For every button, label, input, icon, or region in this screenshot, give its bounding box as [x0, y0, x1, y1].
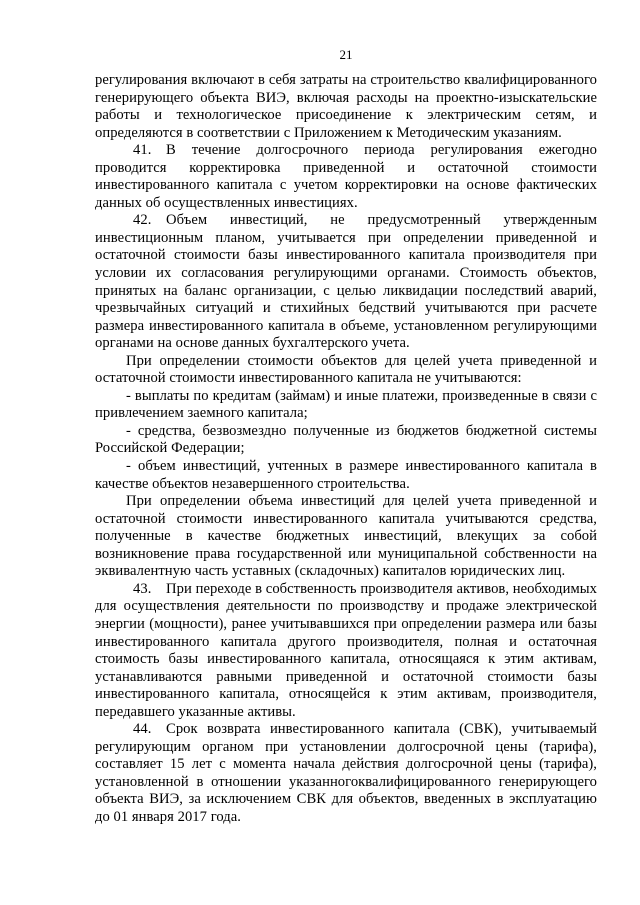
document-page	[95, 0, 597, 905]
page-number: 21	[339, 47, 353, 62]
paragraph-budget-investments: При определении объема инвестиций для целей учета приведенной и остаточной стоимости инвестированного капитала учитываются средства, полученные в качестве бюджетных инвестиций, влекущих за собой возникновение права государственной или муниципальной собственности на эквивалентную часть уставных (складочных) капиталов юридических лиц.	[95, 493, 597, 580]
paragraph-continuation: регулирования включают в себя затраты на строительство квалифицированного генерирующего объекта ВИЭ, включая расходы на проектно-изыскательские работы и технологическое присоединение к электрическим сетям, и определяются в соответствии с Приложением к Методическим указаниям.	[95, 72, 597, 141]
document-body	[95, 72, 597, 827]
paragraph-44: 44. Срок возврата инвестированного капитала (СВК), учитываемый регулирующим органом при установлении долгосрочной цены (тарифа), составляет 15 лет с момента начала действия долгосрочной цены (тарифа), установленной в отношении указанногоквалифицированного генерирующего объекта ВИЭ, за исключением СВК для объектов, введенных в эксплуатацию до 01 января 2017 года.	[95, 721, 597, 825]
paragraph-exclusions-intro: При определении стоимости объектов для целей учета приведенной и остаточной стоимости инвестированного капитала не учитываются:	[95, 352, 597, 387]
list-item-loan-payments: - выплаты по кредитам (займам) и иные платежи, произведенные в связи с привлечением заемного капитала;	[95, 387, 597, 422]
paragraph-43: 43. При переходе в собственность производителя активов, необходимых для осуществления деятельности по производству и продаже электрической энергии (мощности), ранее учитывавшихся при определении размера или базы инвестированного капитала другого производителя, полная и остаточная стоимость базы инвестированного капитала, относящаяся к этим активам, устанавливаются равными приведенной и остаточной стоимости базы инвестированного капитала, относящейся к этим активам, производителя, передавшего указанные активы.	[95, 580, 597, 720]
list-item-unfinished-construction: - объем инвестиций, учтенных в размере инвестированного капитала в качестве объектов незавершенного строительства.	[95, 458, 597, 492]
paragraph-42: 42. Объем инвестиций, не предусмотренный утвержденным инвестиционным планом, учитывается при определении приведенной и остаточной стоимости базы инвестированного капитала производителя при условии их согласования регулирующими органами. Стоимость объектов, принятых на баланс организации, с целью ликвидации последствий аварий, чрезвычайных ситуаций и стихийных бедствий учитываются при расчете размера инвестированного капитала в объеме, установленном регулирующими органами на основе данных бухгалтерского учета.	[95, 212, 597, 352]
paragraph-41: 41. В течение долгосрочного периода регулирования ежегодно проводится корректировка приведенной и остаточной стоимости инвестированного капитала с учетом корректировки на основе фактических данных об осуществленных инвестициях.	[95, 142, 597, 211]
list-item-budget-funds: - средства, безвозмездно полученные из бюджетов бюджетной системы Российской Федерации;	[95, 422, 597, 457]
